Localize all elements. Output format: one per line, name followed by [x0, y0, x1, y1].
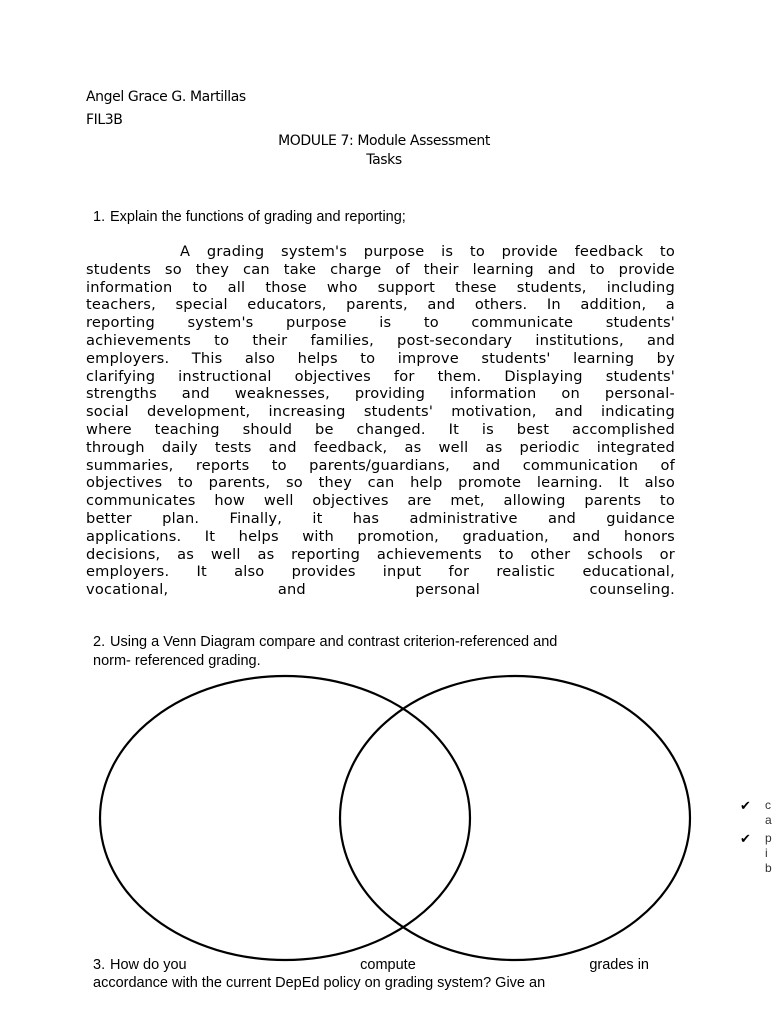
answer-line: information to all those who support these students, including [86, 278, 675, 296]
side-fragment: c [765, 798, 771, 812]
module-subtitle: Tasks [366, 152, 402, 168]
answer-line: through daily tests and feedback, as well as periodic integrated [86, 438, 675, 456]
answer-line: students so they can take charge of their learning and to provide [86, 260, 675, 278]
answer-line: employers. This also helps to improve students' learning by [86, 349, 675, 367]
answer-line: social development, increasing students' motivation, and indicating [86, 403, 675, 421]
check-icon: ✔ [740, 831, 751, 846]
answer-line: decisions, as well as reporting achievements to other schools or [86, 545, 675, 563]
venn-left-circle [100, 676, 470, 960]
question-number: 3. [93, 957, 106, 973]
side-fragment: p [765, 831, 772, 845]
answer-line: A grading system's purpose is to provide feedback to [180, 243, 675, 260]
question-3-cont [93, 974, 545, 992]
check-icon: ✔ [740, 798, 751, 813]
author-name: Angel Grace G. Martillas [86, 89, 246, 105]
answer-line: where teaching should be changed. It is best accomplished [86, 420, 675, 438]
question-number: 2. [93, 634, 106, 650]
answer-line: summaries, reports to parents/guardians, and communication of [86, 456, 675, 474]
answer-line: strengths and weaknesses, providing information on personal- [86, 385, 675, 403]
answer-line: vocational, and personal counseling. [86, 581, 675, 599]
answer-line: objectives to parents, so they can help promote learning. It also [86, 474, 675, 492]
module-title: MODULE 7: Module Assessment [278, 133, 490, 149]
question-text-part: grades in [589, 957, 649, 973]
side-fragment: a [765, 813, 772, 827]
question-3 [93, 956, 649, 974]
question-text-line1: Using a Venn Diagram compare and contrast criterion-referenced and [110, 634, 558, 650]
question-text-line2: accordance with the current DepEd policy on grading system? Give an [93, 975, 546, 991]
answer-line: teachers, special educators, parents, and others. In addition, a [86, 296, 675, 314]
class-section: FIL3B [86, 112, 123, 128]
question-text-part: How do you [110, 957, 187, 973]
answer-line: applications. It helps with promotion, graduation, and honors [86, 527, 675, 545]
question-text: Explain the functions of grading and reporting; [110, 209, 406, 225]
answer-line: clarifying instructional objectives for them. Displaying students' [86, 367, 675, 385]
question-number: 1. [93, 209, 106, 225]
venn-right-circle [340, 676, 690, 960]
question-text-line2: norm- referenced grading. [93, 653, 261, 669]
answer-line: reporting system's purpose is to communicate students' [86, 314, 675, 332]
answer-line: better plan. Finally, it has administrative and guidance [86, 509, 675, 527]
side-fragment: b [765, 861, 772, 875]
answer-line: employers. It also provides input for realistic educational, [86, 563, 675, 581]
answer-line: achievements to their families, post-secondary institutions, and [86, 331, 675, 349]
side-fragment: i [765, 846, 768, 860]
question-text-part: compute [360, 957, 416, 973]
answer-line: communicates how well objectives are met, allowing parents to [86, 492, 675, 510]
